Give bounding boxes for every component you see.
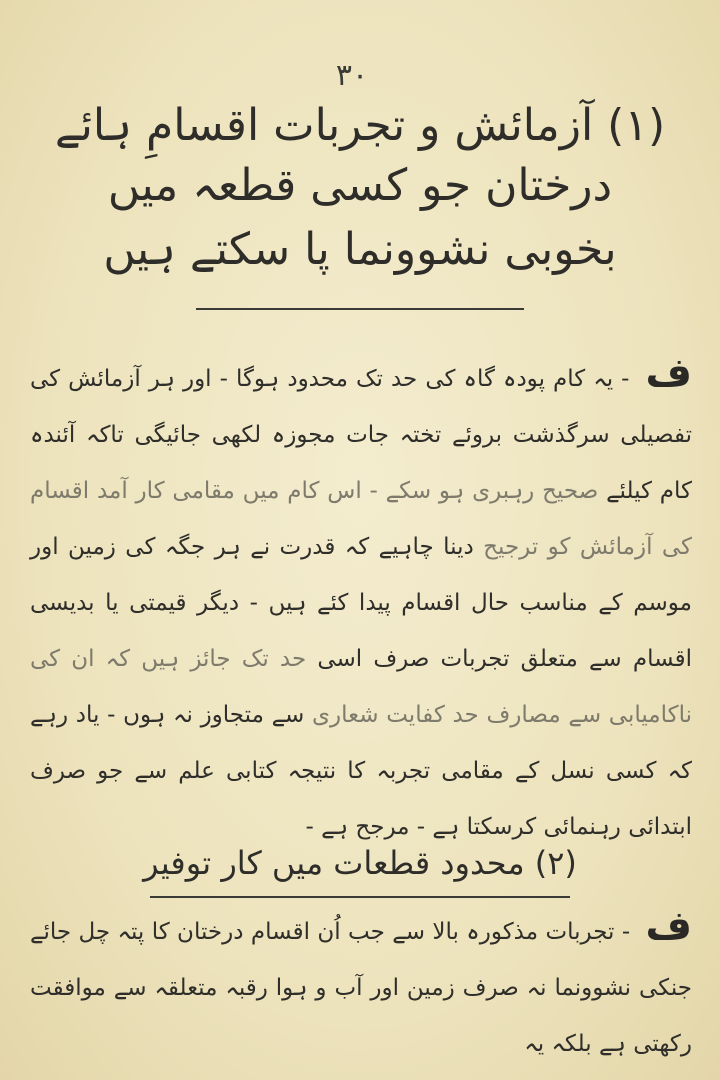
paragraph-2-lead-mark: ف (645, 903, 692, 949)
page-number: ۳۰ (335, 58, 369, 93)
paragraph-2 (30, 898, 692, 1057)
paragraph-1-lead-mark: ف (645, 350, 692, 396)
paragraph-1-text-b: دینا چاہیے کہ قدرت نے ہر جگہ کی زمین اور موسم کے مناسب حال اقسام پیدا کئے ہیں - دیگر قیمتی یا بدیسی اقسام سے متعلق تجربات صرف اسی (30, 534, 692, 672)
paragraph-1-faded-a: صحیح رہبری ہو سکے - اس کام میں مقامی کار آمد اقسام کی آزمائش کو ترجیح (30, 478, 692, 560)
paragraph-1-faded-b: حد تک جائز ہیں کہ ان کی ناکامیابی سے مصارف حد کفایت شعاری (30, 646, 692, 728)
chapter-title-line-2: بخوبی نشوونما پا سکتے ہیں (103, 224, 617, 275)
chapter-title-line-1: (۱) آزمائش و تجربات اقسامِ ہائے درختان جو کسی قطعہ میں (54, 100, 666, 211)
paragraph-1-text-c: سے متجاوز نہ ہوں - یاد رہے کہ کسی نسل کے مقامی تجربہ کا نتیجہ کتابی علم سے جو صرف ابتدائی رہنمائی کرسکتا ہے - مرجح ہے - (30, 702, 692, 840)
paragraph-2-text: - تجربات مذکورہ بالا سے جب اُن اقسام درختان کا پتہ چل جائے جنکی نشوونما نہ صرف زمین اور آب و ہوا رقبہ متعلقہ سے موافقت رکھتی ہے بلکہ یہ (30, 919, 692, 1057)
title-underline (196, 308, 524, 310)
paragraph-1-text-a: - یہ کام پودہ گاہ کی حد تک محدود ہوگا - اور ہر آزمائش کی تفصیلی سرگذشت بروئے تختہ جات مجوزہ لکھی جائیگی تاکہ آئندہ کام کیلئے (30, 366, 693, 504)
section-2-heading: (۲) محدود قطعات میں کار توفیر (143, 844, 577, 882)
paragraph-1 (30, 345, 692, 855)
